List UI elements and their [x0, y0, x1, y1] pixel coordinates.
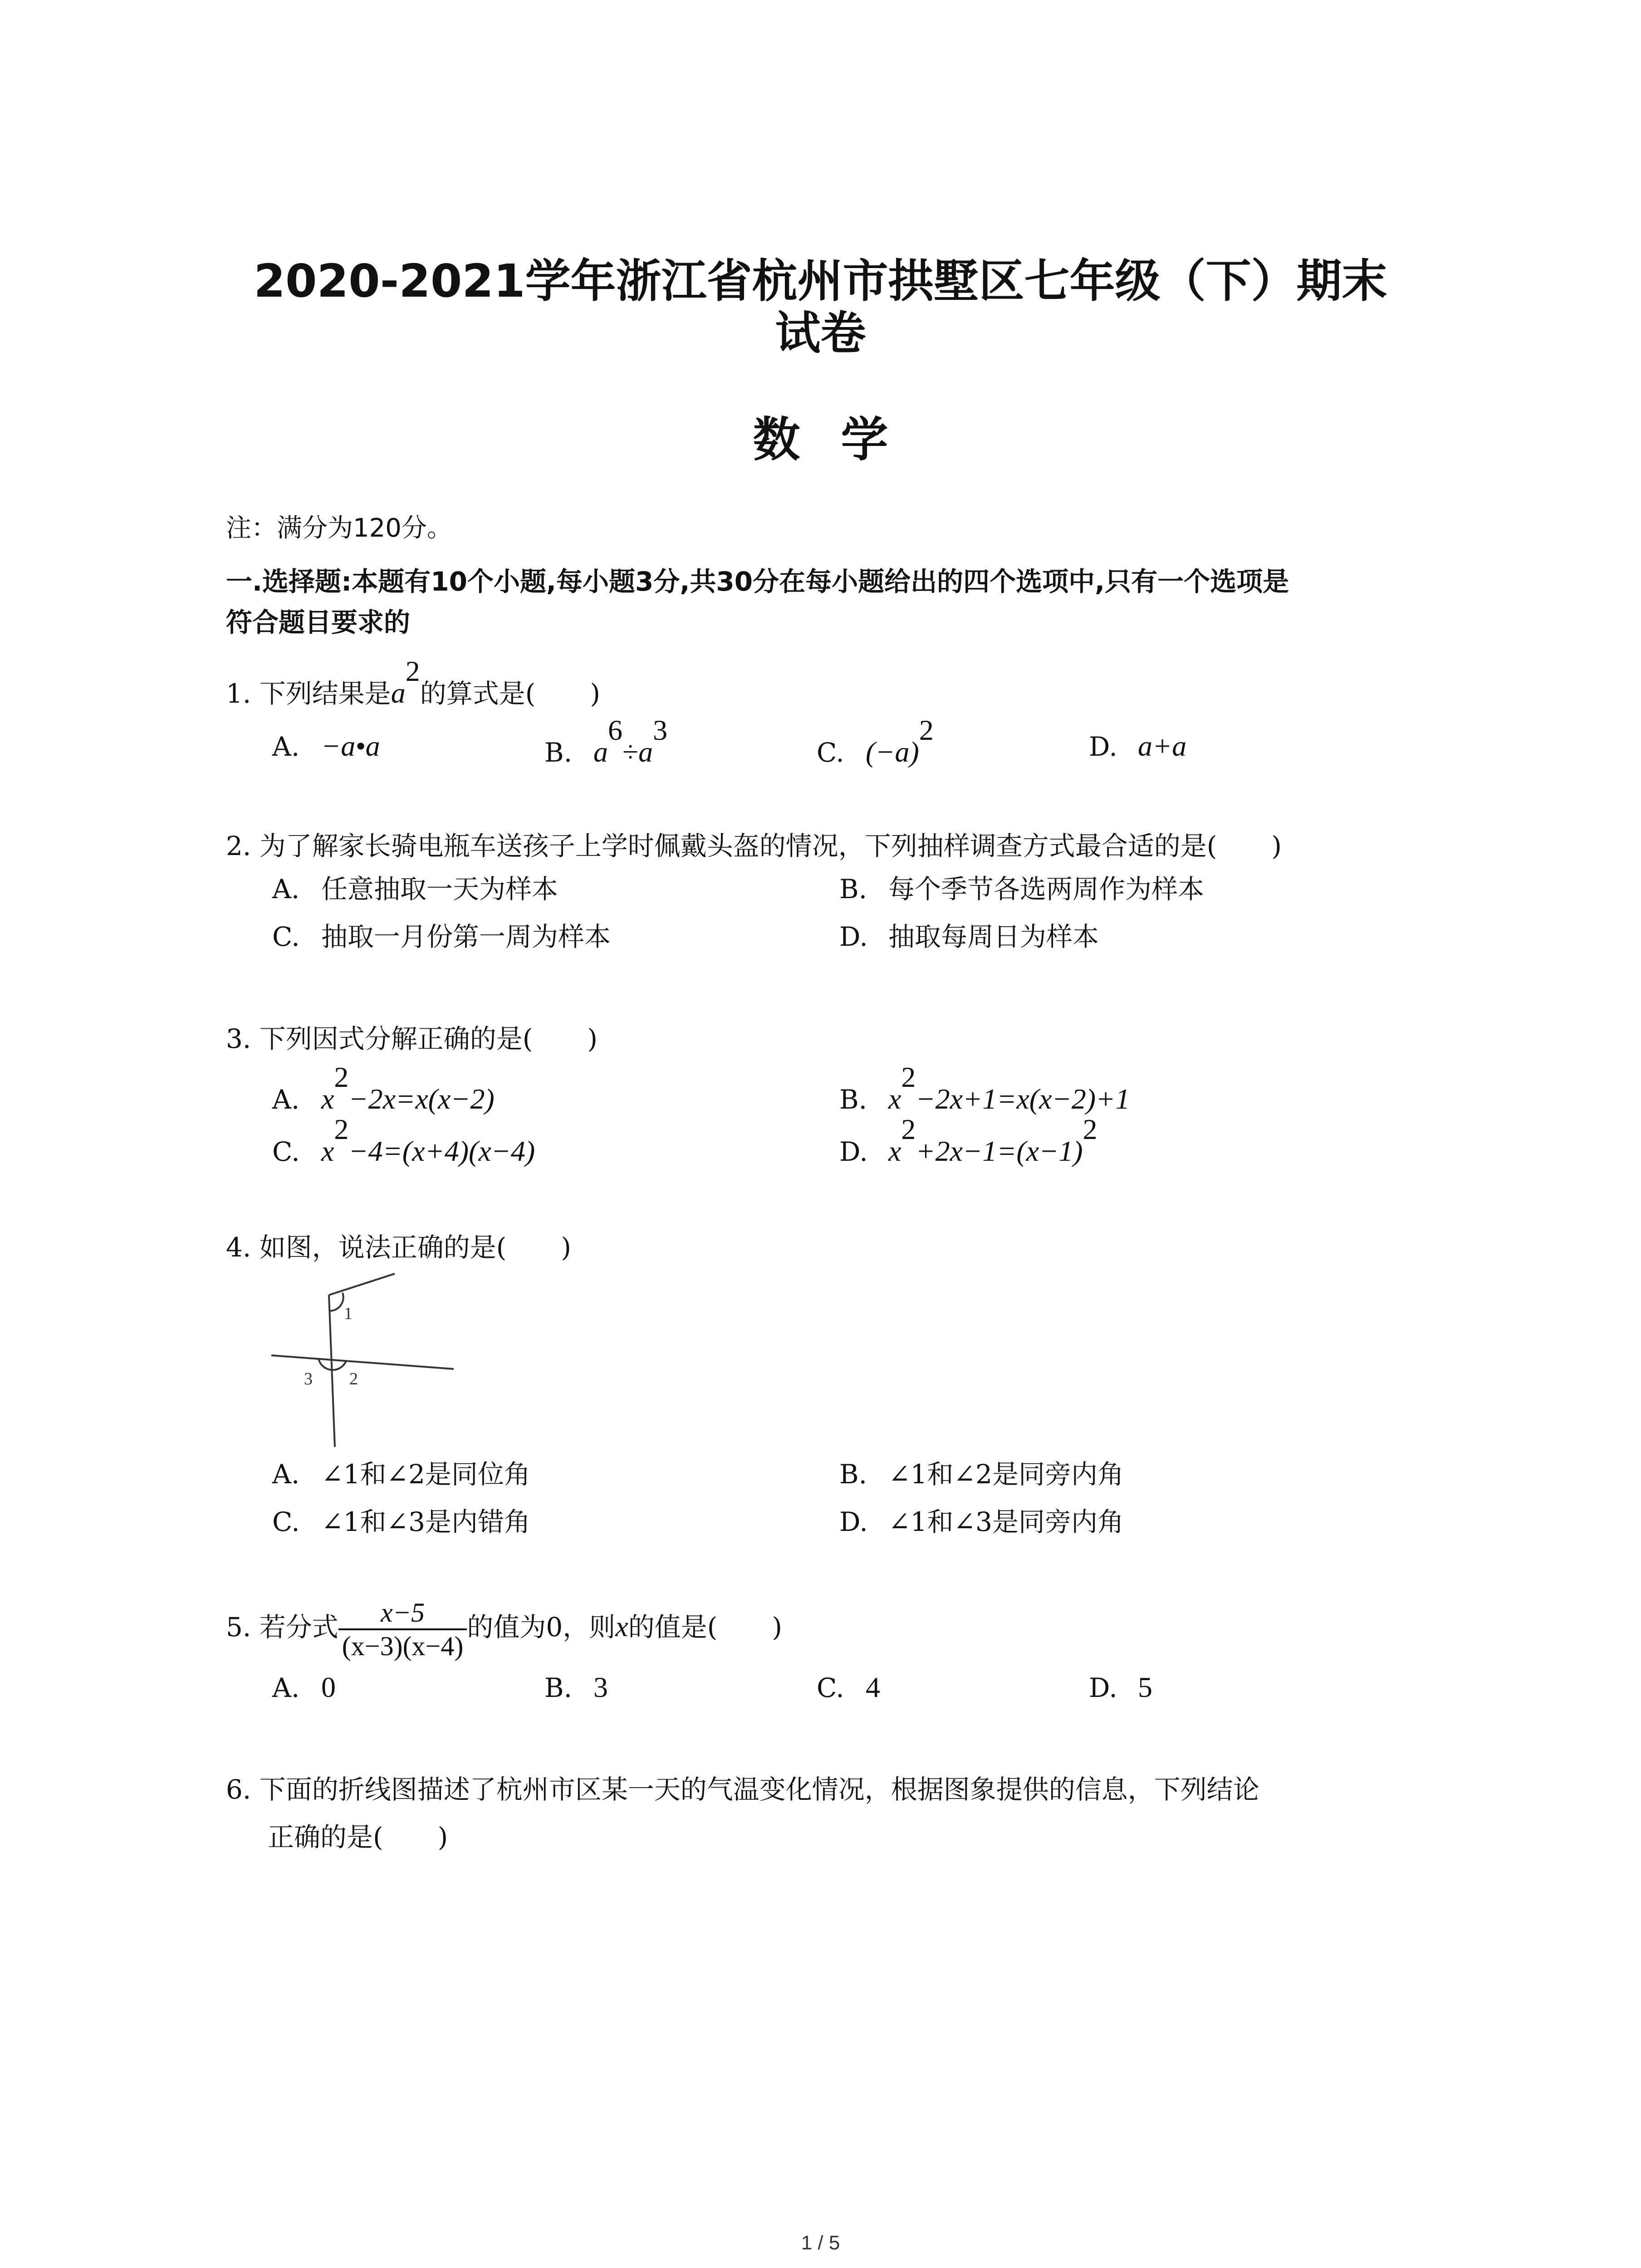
- question-5-stem: [226, 1597, 782, 1662]
- question-1-stem: [226, 655, 601, 709]
- angle-label-1: 1: [344, 1304, 353, 1323]
- horizontal-line: [271, 1355, 454, 1369]
- section-heading-line-1: 一.选择题:本题有10个小题,每小题3分,共30分在每小题给出的四个选项中,只有一个选项是: [226, 566, 1289, 597]
- option-label: C.: [272, 1506, 300, 1537]
- question-1-var: a: [391, 677, 406, 709]
- question-2-option-c[interactable]: [272, 921, 611, 953]
- option-label: A.: [272, 874, 300, 904]
- option-label: C.: [817, 737, 844, 768]
- question-1-option-b[interactable]: [544, 714, 668, 768]
- question-2-option-a[interactable]: [272, 873, 558, 905]
- question-6-stem-line-2: [268, 1821, 448, 1853]
- option-text: ∠1和∠3是内错角: [321, 1506, 530, 1537]
- option-text: ∠1和∠2是同位角: [321, 1459, 530, 1490]
- page-title-line-1: 2020-2021学年浙江省杭州市拱墅区七年级（下）期末: [254, 254, 1387, 308]
- question-5-close: ): [772, 1612, 782, 1643]
- option-var: x: [888, 1135, 901, 1167]
- page-title-line-2: 试卷: [775, 307, 866, 360]
- option-exp: 2: [334, 1113, 349, 1145]
- option-text: −a•a: [321, 730, 380, 762]
- option-exp: 2: [901, 1113, 916, 1145]
- option-label: A.: [272, 1084, 300, 1115]
- option-exp: 2: [901, 1061, 916, 1093]
- question-5-option-c[interactable]: [817, 1672, 880, 1704]
- option-label: B.: [544, 1672, 573, 1703]
- question-1-text-2: 的算式是(: [420, 678, 536, 709]
- option-text: 5: [1138, 1671, 1152, 1703]
- option-exp-1: 6: [608, 714, 622, 746]
- option-label: C.: [272, 921, 300, 952]
- question-3-option-a[interactable]: [272, 1061, 495, 1115]
- option-exp-end: 2: [1083, 1113, 1097, 1145]
- score-note: 注：满分为120分。: [226, 513, 452, 543]
- option-label: B.: [544, 737, 573, 768]
- question-4-close: ): [561, 1232, 572, 1263]
- question-5-text: 5. 若分式: [226, 1612, 338, 1643]
- option-var: x: [888, 1083, 901, 1115]
- option-label: D.: [839, 1506, 868, 1537]
- option-label: B.: [839, 1084, 867, 1115]
- question-4-option-b[interactable]: [839, 1458, 1124, 1490]
- question-5-option-b[interactable]: [544, 1672, 608, 1704]
- question-3-text: 3. 下列因式分解正确的是(: [226, 1023, 533, 1054]
- question-3-close: ): [587, 1023, 598, 1054]
- question-4-option-c[interactable]: [272, 1506, 530, 1538]
- option-text: 任意抽取一天为样本: [321, 874, 558, 904]
- question-5-text-2: 的值为0，则: [467, 1612, 616, 1643]
- page-number: 1 / 5: [801, 2232, 840, 2254]
- option-text: 抽取一月份第一周为样本: [321, 921, 611, 952]
- option-label: A.: [272, 1672, 300, 1703]
- option-base: (−a): [866, 736, 919, 768]
- question-1-close: ): [590, 678, 601, 709]
- subject-heading: 数学: [753, 412, 929, 467]
- option-label: D.: [1089, 1672, 1117, 1703]
- question-1-text: 1. 下列结果是: [226, 678, 391, 709]
- vertical-line: [329, 1295, 335, 1447]
- option-label: B.: [839, 874, 867, 904]
- question-2-option-d[interactable]: [839, 921, 1099, 953]
- option-text: −4=(x+4)(x−4): [348, 1135, 535, 1167]
- fraction-denominator: (x−3)(x−4): [342, 1631, 464, 1661]
- option-exp: 2: [334, 1061, 349, 1093]
- question-6-text: 正确的是(: [268, 1822, 383, 1853]
- slanted-line: [329, 1274, 395, 1295]
- option-text: 3: [593, 1671, 608, 1703]
- option-text: 抽取每周日为样本: [888, 921, 1099, 952]
- option-label: D.: [839, 921, 868, 952]
- option-text: 每个季节各选两周作为样本: [888, 874, 1205, 904]
- question-5-option-a[interactable]: [272, 1672, 336, 1704]
- option-exp: 2: [919, 714, 934, 746]
- option-label: B.: [839, 1459, 867, 1490]
- option-operator: ÷: [622, 736, 639, 768]
- option-text: −2x+1=x(x−2)+1: [916, 1083, 1130, 1115]
- option-base-1: a: [593, 736, 608, 768]
- question-4-figure: [263, 1266, 463, 1456]
- question-5-var: x: [615, 1610, 628, 1643]
- question-5-fraction: [338, 1597, 467, 1662]
- option-text: ∠1和∠3是同旁内角: [888, 1506, 1124, 1537]
- option-var: x: [321, 1135, 334, 1167]
- question-2-close: ): [1271, 831, 1282, 861]
- option-label: D.: [1089, 731, 1117, 762]
- option-text: +2x−1=(x−1): [916, 1135, 1083, 1167]
- angle-label-3: 3: [304, 1369, 313, 1388]
- option-label: D.: [839, 1136, 868, 1167]
- option-label: C.: [272, 1136, 300, 1167]
- question-2-stem: [226, 830, 1282, 862]
- question-5-option-d[interactable]: [1089, 1672, 1152, 1704]
- option-base-2: a: [638, 736, 653, 768]
- fraction-numerator: x−5: [338, 1597, 467, 1630]
- question-1-option-c[interactable]: [817, 714, 934, 768]
- question-2-option-b[interactable]: [839, 873, 1204, 905]
- option-label: C.: [817, 1672, 844, 1703]
- option-text: ∠1和∠2是同旁内角: [888, 1459, 1124, 1490]
- option-text: a+a: [1138, 730, 1187, 762]
- question-1-option-d[interactable]: [1089, 730, 1186, 763]
- question-3-option-d[interactable]: [839, 1113, 1097, 1168]
- option-text: 0: [321, 1671, 336, 1703]
- option-text: −2x=x(x−2): [348, 1083, 495, 1115]
- question-3-option-c[interactable]: [272, 1113, 535, 1168]
- question-4-option-a[interactable]: [272, 1458, 530, 1490]
- question-6-close: ): [437, 1822, 448, 1853]
- question-1-exp: 2: [405, 655, 420, 687]
- question-4-stem: [226, 1232, 571, 1263]
- angle-1-arc: [330, 1293, 343, 1311]
- question-6-stem-line-1: 6. 下面的折线图描述了杭州市区某一天的气温变化情况，根据图象提供的信息，下列结论: [226, 1774, 1259, 1805]
- option-label: A.: [272, 731, 300, 762]
- question-1-option-a[interactable]: [272, 730, 380, 763]
- question-5-text-3: 的值是(: [628, 1612, 718, 1643]
- question-3-option-b[interactable]: [839, 1061, 1130, 1115]
- angle-label-2: 2: [349, 1369, 358, 1388]
- option-text: 4: [866, 1671, 880, 1703]
- question-2-text: 2. 为了解家长骑电瓶车送孩子上学时佩戴头盔的情况，下列抽样调查方式最合适的是(: [226, 831, 1217, 861]
- question-4-text: 4. 如图，说法正确的是(: [226, 1232, 507, 1263]
- option-var: x: [321, 1083, 334, 1115]
- section-heading-line-2: 符合题目要求的: [226, 607, 411, 638]
- option-label: A.: [272, 1459, 300, 1490]
- option-exp-2: 3: [653, 714, 668, 746]
- question-4-option-d[interactable]: [839, 1506, 1124, 1538]
- question-3-stem: [226, 1023, 598, 1055]
